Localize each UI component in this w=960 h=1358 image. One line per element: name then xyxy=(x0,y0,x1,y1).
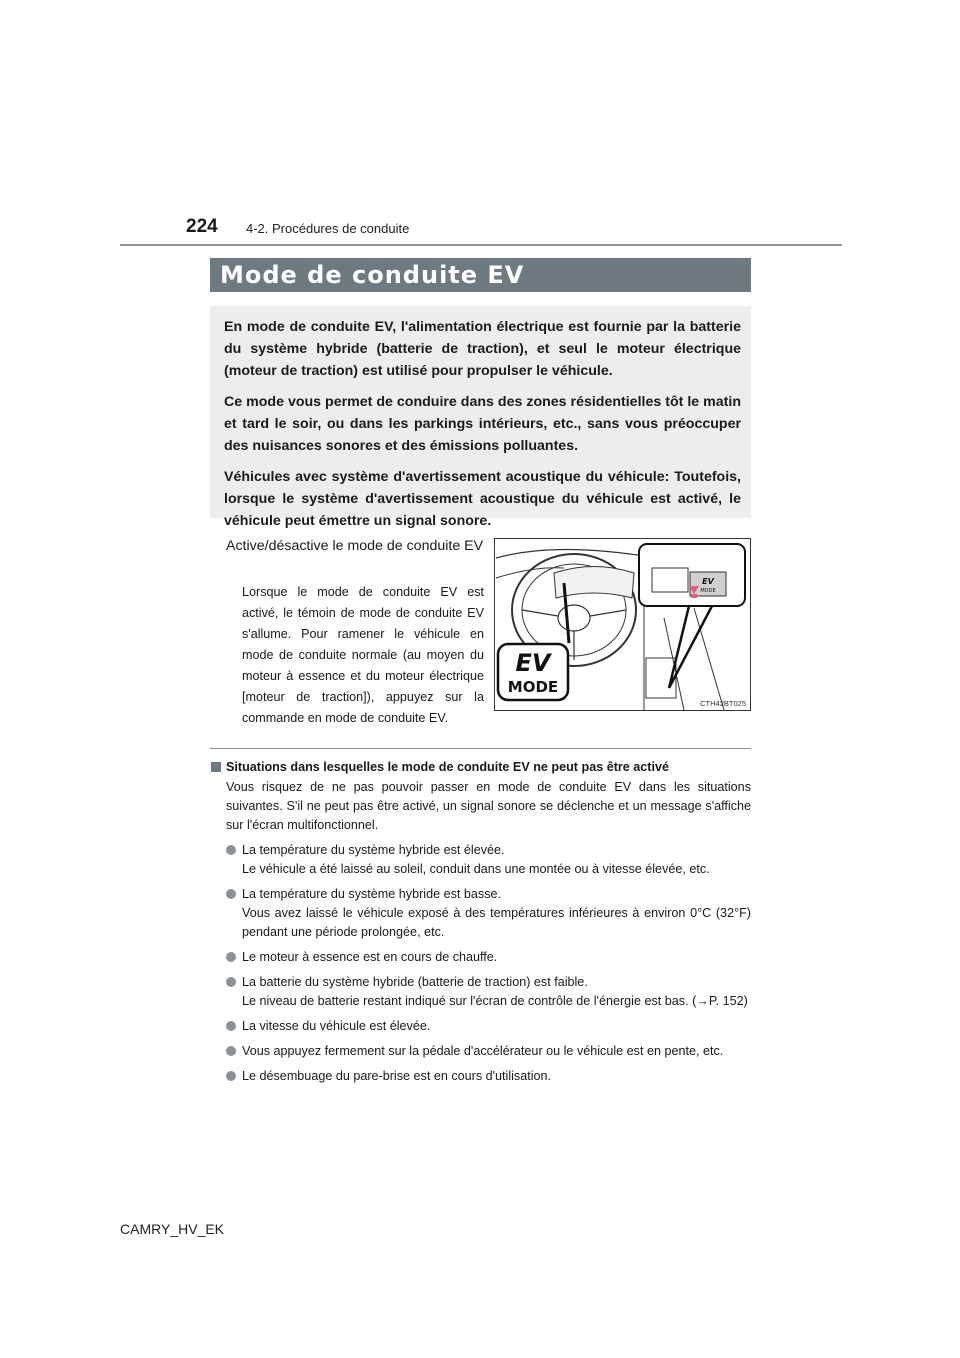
bullet-icon xyxy=(226,1046,236,1056)
intro-paragraph: Ce mode vous permet de conduire dans des zones résidentielles tôt le matin et tard le soir, ou dans les parkings intérieurs, etc., sans vous préoccuper des nuisances sonores et des émissions polluantes. xyxy=(224,394,741,454)
small-mode-label: MODE xyxy=(700,588,716,594)
ev-mode-button-icon xyxy=(498,644,568,700)
model-code: CAMRY_HV_EK xyxy=(120,1221,225,1237)
header-divider xyxy=(120,244,842,246)
list-item-text: La température du système hybride est élevée. xyxy=(242,843,505,857)
list-item-text: La batterie du système hybride (batterie de traction) est faible. xyxy=(242,975,588,989)
list-item-text: Le moteur à essence est en cours de chauffe. xyxy=(242,950,498,964)
intro-paragraph: Véhicules avec système d'avertissement acoustique du véhicule: Toutefois, lorsque le système d'avertissement acoustique du véhicule est activé, le véhicule peut émettre un signal sonore. xyxy=(224,469,741,529)
small-ev-label: EV xyxy=(702,577,714,586)
callout-description: Lorsque le mode de conduite EV est activé, le témoin de mode de conduite EV s'allume. Pour ramener le véhicule en mode de conduite normale (au moyen du moteur à essence et du moteur électrique [moteur de traction]), appuyez sur la commande en mode de conduite EV. xyxy=(242,585,484,725)
list-item xyxy=(226,1042,751,1061)
bullet-icon xyxy=(226,1071,236,1081)
intro-paragraph: En mode de conduite EV, l'alimentation électrique est fournie par la batterie du système hybride (batterie de traction), et seul le moteur électrique (moteur de traction) est utilisé pour propulser le véhicule. xyxy=(224,319,741,379)
bullet-icon xyxy=(226,845,236,855)
list-item-detail: Vous avez laissé le véhicule exposé à des températures inférieures à environ 0°C (32°F) pendant une période prolongée, etc. xyxy=(242,906,751,939)
list-item xyxy=(226,1067,751,1086)
list-item-text: Le désembuage du pare-brise est en cours d'utilisation. xyxy=(242,1069,552,1083)
section-title-bar xyxy=(210,258,751,292)
list-item-text: La vitesse du véhicule est élevée. xyxy=(242,1019,431,1033)
notes-heading-text: Situations dans lesquelles le mode de conduite EV ne peut pas être activé xyxy=(226,760,670,774)
list-item-text: La température du système hybride est basse. xyxy=(242,887,502,901)
ev-label: EV xyxy=(515,649,551,677)
list-item xyxy=(226,1017,751,1036)
list-item-detail: Le véhicule a été laissé au soleil, conduit dans une montée ou à vitesse élevée, etc. xyxy=(242,862,710,876)
callout-title: Active/désactive le mode de conduite EV xyxy=(226,538,484,554)
list-item xyxy=(226,973,751,1011)
list-item xyxy=(226,841,751,879)
bullet-icon xyxy=(226,952,236,962)
square-bullet-icon xyxy=(211,762,221,772)
list-item-text: Vous appuyez fermement sur la pédale d'accélérateur ou le véhicule est en pente, etc. xyxy=(242,1044,724,1058)
bullet-icon xyxy=(226,889,236,899)
notes-section xyxy=(210,758,751,1086)
notes-body: Vous risquez de ne pas pouvoir passer en mode de conduite EV dans les situations suivantes. S'il ne peut pas être activé, un signal sonore se déclenche et un message s'affiche sur l'écran multifonctionnel. xyxy=(226,780,751,832)
section-title: Mode de conduite EV xyxy=(220,261,525,289)
intro-box xyxy=(210,306,751,529)
notes-heading xyxy=(210,758,751,777)
chapter-title: 4-2. Procédures de conduite xyxy=(246,221,410,236)
mode-label: MODE xyxy=(507,678,559,696)
bullet-icon xyxy=(226,977,236,987)
illustration-code: CTH42BT025 xyxy=(700,699,746,708)
list-item-detail: Le niveau de batterie restant indiqué sur l'écran de contrôle de l'énergie est bas. (→P. 152) xyxy=(242,994,748,1008)
list-item xyxy=(226,885,751,942)
list-item xyxy=(226,948,751,967)
bullet-icon xyxy=(226,1021,236,1031)
page-number: 224 xyxy=(186,216,218,237)
ev-mode-illustration xyxy=(494,538,751,711)
notes-divider xyxy=(210,748,751,749)
